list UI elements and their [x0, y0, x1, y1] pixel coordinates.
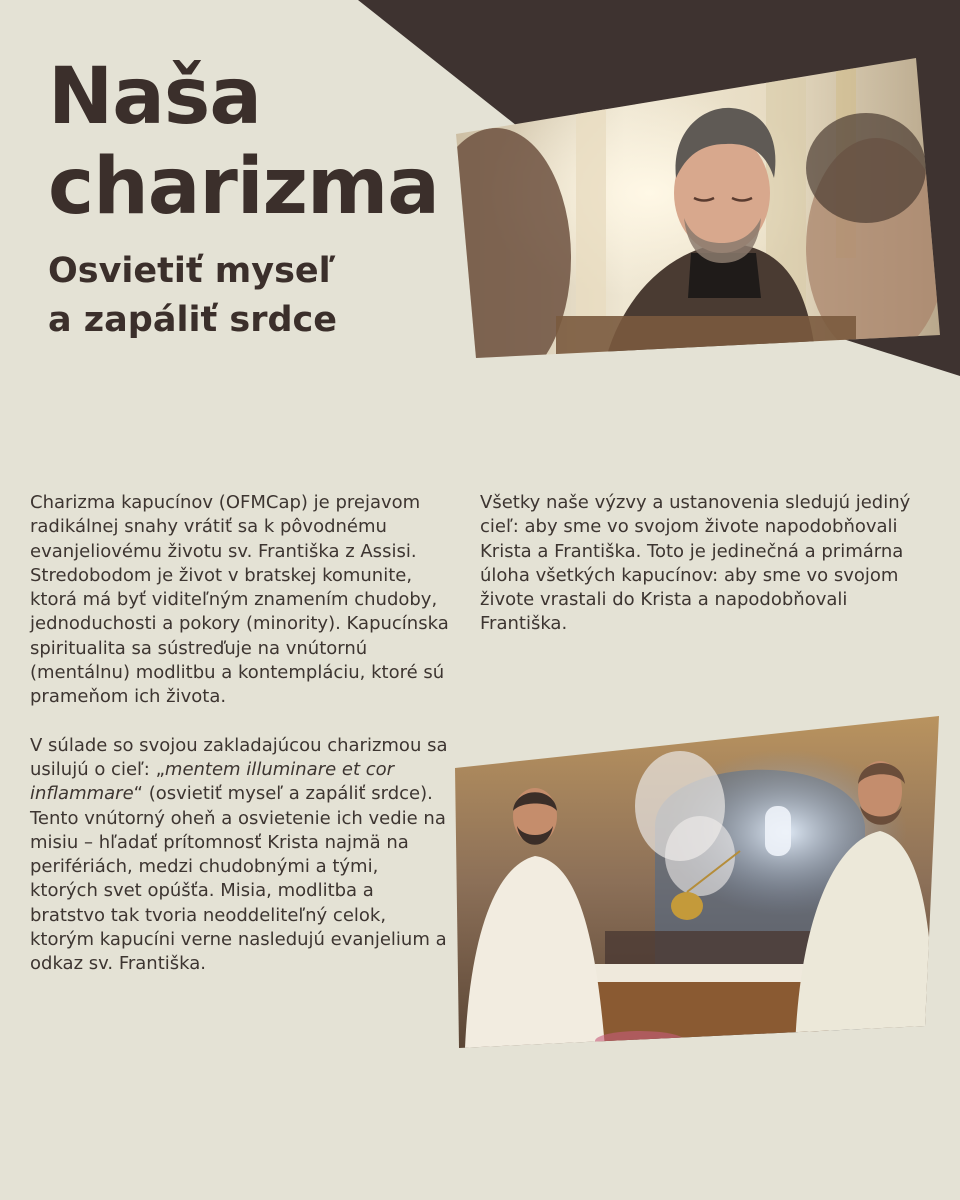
page-subtitle — [48, 247, 337, 345]
photo-praying-man — [456, 58, 940, 358]
left-text-column — [30, 491, 450, 977]
page-title — [48, 52, 439, 232]
title-line-1: Naša — [48, 52, 261, 142]
photo-altar-incense — [455, 716, 941, 1048]
left-paragraph-2 — [30, 734, 450, 977]
left-paragraph-2-start: V súlade so svojou zakladajúcou charizmou sa usilujú o cieľ: „ — [30, 734, 448, 780]
subtitle-line-2: a zapáliť srdce — [48, 300, 338, 340]
subtitle-line-1: Osvietiť myseľ — [48, 251, 336, 291]
latin-motto: mentem illuminare et cor inflammare — [30, 758, 395, 805]
left-paragraph-2-end: “ (osvietiť myseľ a zapáliť srdce). Tento vnútorný oheň a osvietenie ich vedie na misiu – hľadať prítomnosť Krista najmä na perifériách, medzi chudobnými a tými, ktorých svet opúšťa. Misia, modlitba a bratstvo tak tvoria neoddeliteľný celok, ktorým kapucíni verne nasledujú evanjelium a odkaz sv. Františka. — [30, 783, 447, 975]
title-line-2: charizma — [48, 142, 439, 232]
left-paragraph-1: Charizma kapucínov (OFMCap) je prejavom radikálnej snahy vrátiť sa k pôvodnému evanjeliovému životu sv. Františka z Assisi. Stredobodom je život v bratskej komunite, ktorá má byť viditeľným znamením chudoby, jednoduchosti a pokory (minority). Kapucínska spiritualita sa sústreďuje na vnútornú (mentálnu) modlitbu a kontempláciu, ktoré sú prameňom ich života. — [30, 492, 449, 708]
right-paragraph-1: Všetky naše výzvy a ustanovenia sledujú jediný cieľ: aby sme vo svojom živote napodobňovali Krista a Františka. Toto je jedinečná a primárna úloha všetkých kapucínov: aby sme vo svojom živote vrastali do Krista a napodobňovali Františka. — [480, 492, 911, 635]
right-text-column — [480, 491, 930, 637]
